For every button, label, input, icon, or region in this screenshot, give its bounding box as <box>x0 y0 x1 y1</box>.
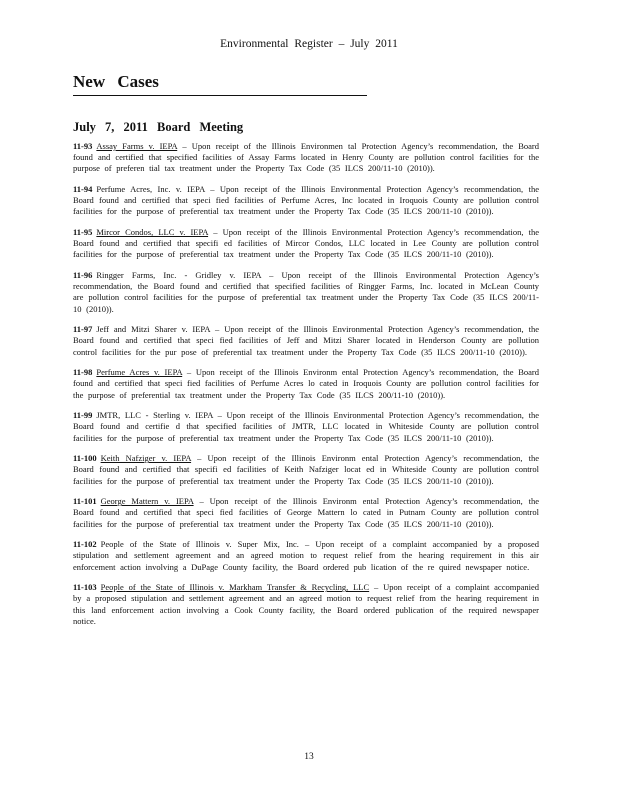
case-number: 11-96 <box>73 270 93 280</box>
case-entry <box>73 367 539 401</box>
case-description: – Upon receipt of the Illinois Environmental Protection Agency’s recommendation, the Board found and certified that specifi ed facilities of Mircor Condos, LLC located in Lee County are pollution control facilities for the purpose of preferential tax treatment under the Property Tax Code (35 ILCS 200/11-10 (2010)). <box>73 227 539 260</box>
case-entry <box>73 141 539 175</box>
case-description: – Upon receipt of the Illinois Environmen tal Protection Agency’s recommendation, the Board found and certified that specified facilities of Assay Farms located in Henry County are pollution control facilities for the purpose of preferen tial tax treatment under the Property Tax Code (35 ILCS 200/11-10 (2010)). <box>73 141 540 174</box>
section-rule <box>73 95 367 96</box>
case-name: Perfume Acres, Inc. v. IEPA <box>96 184 205 194</box>
case-entry <box>73 496 539 530</box>
case-description: – Upon receipt of the Illinois Environm ental Protection Agency’s recommendation, the Board found and certified that speci fied facilities of George Mattern lo cated in Putnam County are pollution control facilities for the purpose of preferential tax treatment under the Property Tax Code (35 ILCS 200/11-10 (2010)). <box>73 496 539 529</box>
case-entry <box>73 324 539 358</box>
case-description: – Upon receipt of the Illinois Environmental Protection Agency’s recommendation, the Board found and certified that speci fied facilities of Jeff and Mitzi Sharer located in Henderson County are pollution control facilities for the pur pose of preferential tax treatment under the Property Tax Code (35 ILCS 200/11-10 (2010)). <box>73 324 539 357</box>
case-number: 11-95 <box>73 227 93 237</box>
case-description: – Upon receipt of a complaint accompanied by a proposed stipulation and settlement agreement and an agreed motion to request relief from the hearing requirement in this air enforcement action involving a DuPage County facility, the Board ordered pub lication of the re quired newspaper notice. <box>73 539 539 572</box>
page-number: 13 <box>304 752 314 762</box>
case-name: George Mattern v. IEPA <box>100 496 194 507</box>
running-header: Environmental Register – July 2011 <box>220 38 398 50</box>
case-entry <box>73 539 539 573</box>
case-number: 11-99 <box>73 410 93 421</box>
case-name: Assay Farms v. IEPA <box>96 141 178 151</box>
case-entries <box>73 141 539 636</box>
case-description: – Upon receipt of the Illinois Environm ental Protection Agency’s recommendation, the Board found and certified that speci fied facilities of Perfume Acres lo cated in Iroquois County are pollution control facilities for the purpose of preferential tax treatment under the Property Tax Code (35 ILCS 200/11-10 (2010)). <box>73 367 539 400</box>
case-name: Ringger Farms, Inc. - Gridley v. IEPA <box>96 270 262 280</box>
case-description: – Upon receipt of the Illinois Environmental Protection Agency’s recommendation, the Board found and certifie d that specified facilities of JMTR, LLC located in Whiteside County are pollution control facilities for the purpose of preferential tax treatment under the Property Tax Code (35 ILCS 200/11-10 (2010)). <box>73 410 539 443</box>
case-number: 11-103 <box>73 582 97 593</box>
case-name: Keith Nafziger v. IEPA <box>100 453 192 464</box>
case-entry <box>73 227 539 261</box>
case-number: 11-97 <box>73 324 93 335</box>
case-number: 11-102 <box>73 539 97 550</box>
case-number: 11-94 <box>73 184 93 194</box>
case-entry <box>73 270 539 315</box>
case-description: – Upon receipt of the Illinois Environm ental Protection Agency’s recommendation, the Board found and certified that specifi ed facilities of Keith Nafziger locat ed in Whiteside County are pollution control facilities for the purpose of preferential tax treatment under the Property Tax Code (35 ILCS 200/11-10 (2010)). <box>73 453 539 486</box>
case-number: 11-101 <box>73 496 97 507</box>
case-entry <box>73 184 539 218</box>
case-number: 11-98 <box>73 367 93 378</box>
case-number: 11-100 <box>73 453 97 464</box>
case-name: Mircor Condos, LLC v. IEPA <box>96 227 209 237</box>
meeting-heading: July 7, 2011 Board Meeting <box>73 120 244 134</box>
case-entry <box>73 582 539 627</box>
case-description: – Upon receipt of the Illinois Environmental Protection Agency’s recommendation, the Board found and certified that specified facilities of Ringger Farms, Inc. located in McLean County are pollution control facilities for the purpose of preferential tax treatment under the Property Tax Code (35 ILCS 200/11-10 (2010)). <box>73 270 539 314</box>
case-name: Perfume Acres v. IEPA <box>96 367 183 378</box>
case-number: 11-93 <box>73 141 93 151</box>
case-name: People of the State of Illinois v. Markham Transfer & Recycling, LLC <box>100 582 370 593</box>
case-name: Jeff and Mitzi Sharer v. IEPA <box>96 324 211 335</box>
case-name: JMTR, LLC - Sterling v. IEPA <box>96 410 213 421</box>
case-entry <box>73 453 539 487</box>
section-title: New Cases <box>73 72 159 91</box>
case-description: – Upon receipt of a complaint accompanied by a proposed stipulation and settlement agreement and an agreed motion to request relief from the hearing requirement in this land enforcement action involving a Cook County facility, the Board ordered publication of the required newspaper notice. <box>73 582 539 626</box>
case-description: – Upon receipt of the Illinois Environmental Protection Agency’s recommendation, the Board found and certified that speci fied facilities of Perfume Acres, Inc located in Iroquois County are pollution control facilities for the purpose of preferential tax treatment under the Property Tax Code (35 ILCS 200/11-10 (2010)). <box>73 184 539 217</box>
case-name: People of the State of Illinois v. Super Mix, Inc. <box>100 539 299 550</box>
case-entry <box>73 410 539 444</box>
